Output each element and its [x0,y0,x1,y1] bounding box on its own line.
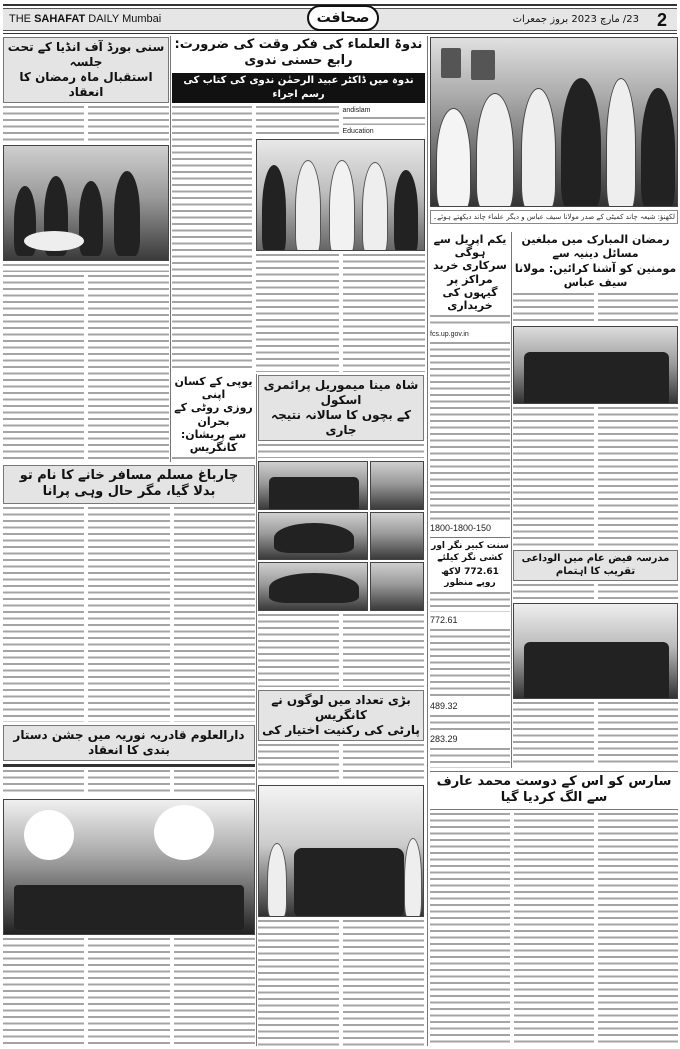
madrasa-headline: مدرسہ فیض عام میں الوداعی تقریب کا اہتمام [513,550,678,581]
madrasa-article [513,550,678,767]
brand-suffix: DAILY Mumbai [88,13,162,25]
nadwa-right-column [256,106,425,373]
brand-name: SAHAFAT [34,13,86,25]
wheat-headline [430,233,510,312]
headline-line: رمضان المبارک میں مبلغین مسائل دینیہ سے [521,233,670,261]
article-text [343,920,424,1046]
inline-latin-words [343,106,426,136]
amount: 489.32 [430,701,510,712]
article-text [430,342,510,520]
article-text [88,770,169,796]
school-photo [370,512,424,561]
school-photo [258,461,368,510]
text-row [430,813,678,1047]
nadwa-article [172,37,425,372]
article-text [430,315,510,327]
column-divider [170,36,171,462]
article-text [258,920,339,1046]
column-divider [427,36,428,1046]
nadwa-headline: ندوۃ العلماء کی فکر وقت کی ضرورت: رابع حسنی ندوی [174,37,423,69]
moon-sighting-block [430,37,678,229]
wheat-roads-column [430,233,510,768]
nadwa-body [172,106,425,373]
article-text [514,813,594,1047]
article-text [598,584,679,600]
article-text [172,106,252,373]
ramzan-photo [513,326,678,404]
text-row [513,293,678,323]
school-photo [258,562,368,611]
sunni-board-article [3,37,169,461]
article-text [3,770,84,796]
headline-line: بڑی تعداد میں لوگوں نے کانگریس [271,693,411,722]
article-text [3,106,84,142]
article-text [258,444,424,458]
masthead-bar [3,8,677,31]
article-text [3,938,84,1046]
article-text [430,748,510,768]
article-text [3,275,84,461]
article-text [258,744,339,782]
headline-line: سرکاری خرید مراکز پر [433,259,507,286]
article-text [598,293,679,323]
congress-headline [258,690,424,741]
text-row [3,507,255,723]
divider [430,537,510,538]
article-text [3,507,84,723]
article-text [256,106,339,136]
text-row [258,920,424,1046]
column-divider [256,374,257,1046]
headline-line: سے پریشان: کانگریس [180,427,247,454]
headline-line: پارٹی کی رکنیت اختیار کی [262,723,420,737]
headline-line: استقبال ماہ رمضان کا انعقاد [19,70,153,99]
photo-caption [3,264,169,272]
headline-line: گیہوں کی خریداری [442,285,498,312]
article-text [513,584,594,600]
text-row [258,744,424,782]
headline-line: روزی روٹی کے بحران [174,401,253,428]
inline-latin: andislam [343,106,426,115]
article-text [88,106,169,142]
madrasa-photo [513,603,678,699]
issue-date: 23/ مارچ 2023 بروز جمعرات [512,14,639,25]
text-row [513,702,678,767]
darululoom-photo [3,799,255,935]
article-text [343,254,426,373]
article-text [513,407,594,547]
column-divider [511,232,512,768]
school-photo [258,512,368,561]
headline-line: چارباغ مسلم مسافر خانے کا نام تو [19,468,239,483]
moon-sighting-caption: لکھنؤ: شیعہ چاند کمیٹی کے صدر مولانا سیف عباس و دیگر علماء چاند دیکھتے ہوئے۔ [430,210,678,224]
article-text [258,614,339,687]
text-row [3,938,255,1046]
up-farmers-headline [172,375,255,454]
text-row [513,407,678,547]
article-text [174,507,255,723]
brand-prefix: THE [9,13,31,25]
saras-article [430,771,678,1046]
nadwa-subhead: ندوہ میں ڈاکٹر عبید الرحمٰن ندوی کی کتاب کی رسم اجراء [172,73,425,103]
article-text [430,629,510,698]
headline-line: کے بچوں کا سالانہ نتیجہ جاری [271,408,411,437]
moon-sighting-photo [430,37,678,207]
headline-line: مومنین کو آشنا کرائیں: مولانا سیف عباس [514,261,677,289]
congress-photo [258,785,424,917]
article-text [88,938,169,1046]
wheat-website: fcs.up.gov.in [430,330,510,339]
article-text [598,702,679,767]
amount: 772.61 [430,615,510,626]
text-row [258,614,424,687]
headline-line: بدلا گیا، مگر حال وہی پرانا [42,484,216,500]
headline-line: یوپی کے کسان اپنی [174,375,253,402]
text-row [513,584,678,600]
article-text [174,938,255,1046]
headline-line: یکم اپریل سے ہوگی [433,233,507,260]
up-farmers-article [172,375,255,462]
article-text [430,715,510,731]
sunni-board-photo [3,145,169,261]
page-number: 2 [656,10,667,30]
shahmina-headline [258,375,424,441]
headline-rule [3,764,255,767]
ramzan-article [513,233,678,547]
headline-line: شاہ مینا میموریل پرائمری اسکول [263,378,419,407]
school-photo-grid [258,461,424,611]
article-text [88,507,169,723]
article-text [513,702,594,767]
charbagh-headline [3,465,255,504]
article-text [598,813,678,1047]
article-text [172,457,255,462]
headline-line: سنی بورڈ آف انڈیا کے تحت جلسہ [7,40,165,69]
roads-headline-1: سنت کبیر نگر اور کشی نگر کیلئے [431,541,509,563]
shahmina-article [258,375,424,687]
text-row [3,275,169,461]
header-rule [3,33,677,34]
article-text [598,407,679,547]
article-text [88,275,169,461]
amount: 283.29 [430,734,510,745]
article-text [343,744,424,782]
nadwa-photo [256,139,425,251]
darululoom-headline: دارالعلوم قادریہ نوریہ میں جشن دستار بندی کا انعقاد [3,725,255,761]
school-photo [370,461,424,510]
text-row [256,106,425,136]
text-row [256,254,425,373]
article-text [430,592,510,612]
sunni-board-headline [3,37,169,103]
congress-article [258,690,424,1046]
brand [9,13,161,25]
article-text [343,614,424,687]
school-photo [370,562,424,611]
text-row [3,770,255,796]
inline-latin: Education [343,127,426,136]
roads-headline-2: 772.61 لاکھ روپے منظور [441,566,499,589]
charbagh-article [3,465,255,722]
ramzan-headline [513,233,678,290]
article-text [174,770,255,796]
saras-headline: سارس کو اس کے دوست محمد عارف سے الگ کردیا گیا [430,771,678,810]
article-text [430,813,510,1047]
article-text [256,254,339,373]
darululoom-article [3,725,255,1046]
article-text [513,293,594,323]
text-row [3,106,169,142]
article-text [343,117,426,125]
newspaper-logo: صحافت [307,5,379,31]
wheat-helpline: 1800-1800-150 [430,523,510,534]
